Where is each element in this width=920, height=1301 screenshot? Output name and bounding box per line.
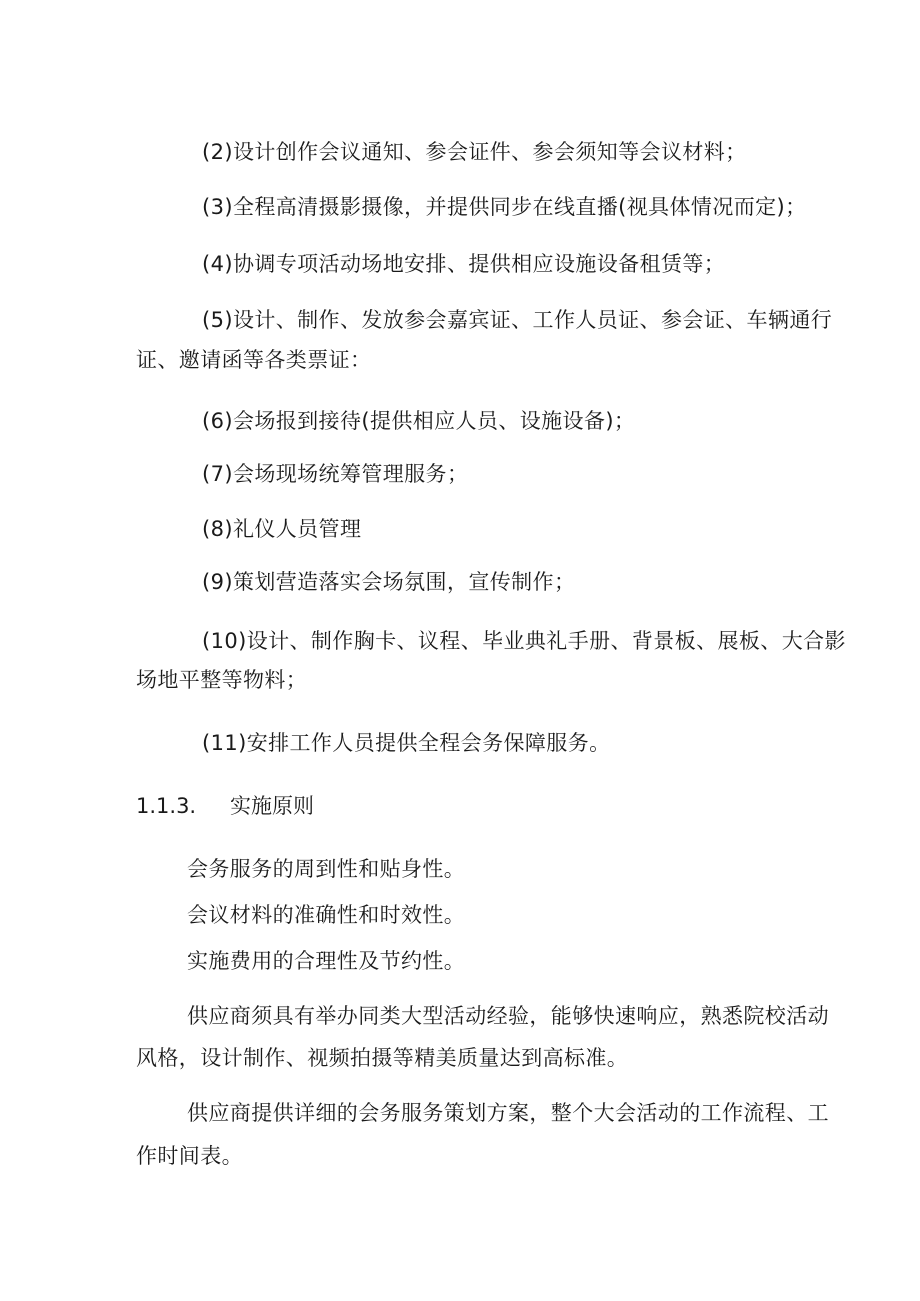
list-item-11: (11)安排工作人员提供全程会务保障服务。 (202, 731, 611, 755)
paragraph-1-line-2: 风格，设计制作、视频拍摄等精美质量达到高标准。 (136, 1046, 629, 1070)
list-item-9: (9)策划营造落实会场氛围，宣传制作； (202, 570, 576, 594)
list-item-5-line-2: 证、邀请函等各类票证： (136, 348, 372, 372)
list-item-7: (7)会场现场统筹管理服务； (202, 462, 469, 486)
principle-item-1: 会务服务的周到性和贴身性。 (187, 857, 466, 881)
list-item-6: (6)会场报到接待(提供相应人员、设施设备)； (202, 409, 636, 433)
list-item-3: (3)全程高清摄影摄像，并提供同步在线直播(视具体情况而定)； (202, 195, 807, 219)
list-item-5-line-1: (5)设计、制作、发放参会嘉宾证、工作人员证、参会证、车辆通行 (202, 308, 833, 332)
section-number: 1.1.3. (136, 794, 197, 818)
list-item-8: (8)礼仪人员管理 (202, 517, 362, 541)
list-item-2: (2)设计创作会议通知、参会证件、参会须知等会议材料； (202, 140, 747, 164)
paragraph-2-line-2: 作时间表。 (136, 1144, 243, 1168)
list-item-4: (4)协调专项活动场地安排、提供相应设施设备租赁等； (202, 252, 726, 276)
paragraph-1-line-1: 供应商须具有举办同类大型活动经验，能够快速响应，熟悉院校活动 (187, 1004, 829, 1028)
principle-item-3: 实施费用的合理性及节约性。 (187, 949, 466, 973)
list-item-10-line-2: 场地平整等物料； (136, 668, 308, 692)
section-title: 实施原则 (230, 794, 314, 818)
list-item-10-line-1: (10)设计、制作胸卡、议程、毕业典礼手册、背景板、展板、大合影 (202, 629, 846, 653)
paragraph-2-line-1: 供应商提供详细的会务服务策划方案，整个大会活动的工作流程、工 (187, 1101, 829, 1125)
principle-item-2: 会议材料的准确性和时效性。 (187, 903, 466, 927)
